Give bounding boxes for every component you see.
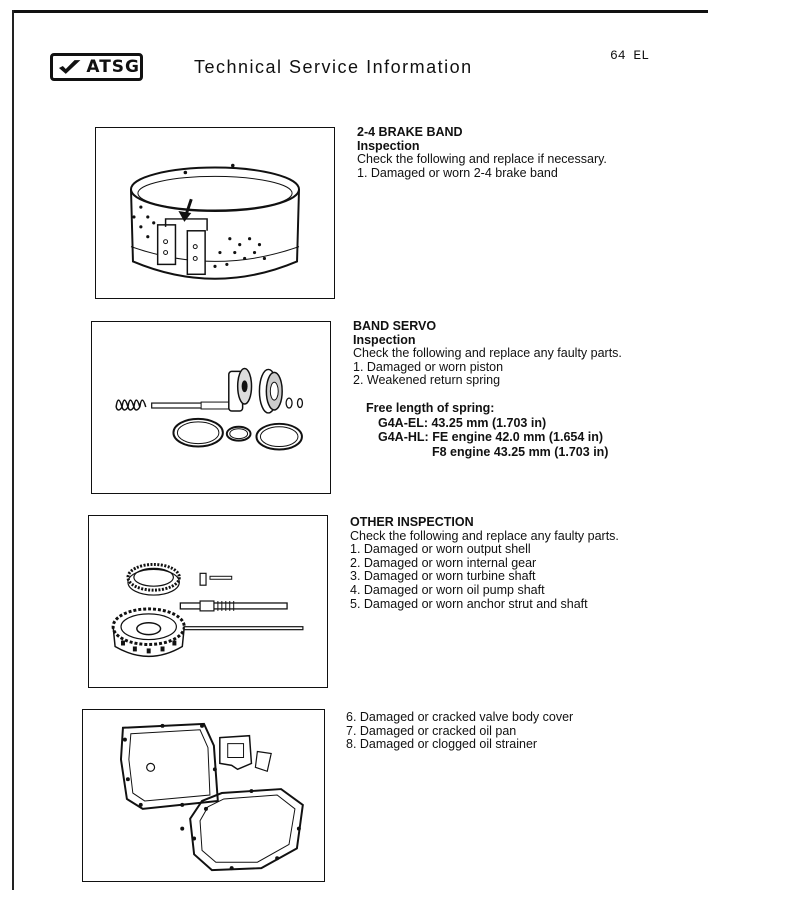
spec-line-el [366,416,608,431]
spring-spec [366,401,608,459]
page-title: Technical Service Information [194,57,473,77]
list-item: 1. Damaged or worn output shell [350,542,531,557]
list-item: 6. Damaged or cracked valve body cover [346,710,574,724]
brake-band-figure [95,127,335,299]
spec-value: F8 engine 43.25 mm (1.703 in) [432,444,609,459]
oil-pan-figure [82,709,325,882]
section-intro: Check the following and replace any faulty parts. [350,528,619,543]
section-brake-band [357,126,607,180]
list-item: 4. Damaged or worn oil pump shaft [350,582,545,597]
logo-text: ATSG [86,57,140,77]
section-subtitle: Inspection [357,138,420,153]
spec-value: 43.25 mm (1.703 in) [431,415,547,430]
list-item: 7. Damaged or cracked oil pan [346,723,517,738]
spec-line-hl [366,430,608,445]
spec-label: G4A-EL: [378,415,428,430]
spec-heading: Free length of spring: [366,401,495,415]
left-margin-rule [12,10,14,890]
checkmark-icon [57,58,82,76]
top-rule [12,10,708,13]
section-band-servo [353,320,622,388]
section-title: BAND SERVO [353,319,437,333]
spec-value: FE engine 42.0 mm (1.654 in) [432,430,604,444]
list-item: 3. Damaged or worn turbine shaft [350,569,536,584]
section-subtitle: Inspection [353,332,416,347]
list-item: 5. Damaged or worn anchor strut and shaft [350,596,588,611]
list-item: 1. Damaged or worn piston [353,359,504,374]
spec-label: G4A-HL: [378,430,429,444]
page-code: 64 EL [610,48,650,63]
list-item: 1. Damaged or worn 2-4 brake band [357,165,558,180]
section-title: 2-4 BRAKE BAND [357,125,463,139]
section-other-inspection [350,516,619,611]
band-servo-figure [91,321,331,494]
list-item: 8. Damaged or clogged oil strainer [346,737,538,752]
section-title: OTHER INSPECTION [350,515,474,529]
list-item: 2. Weakened return spring [353,373,501,388]
atsg-logo [50,53,143,81]
other-inspection-figure [88,515,328,688]
spec-line-f8 [366,445,608,460]
section-additional-items [346,711,573,752]
section-intro: Check the following and replace if necessary. [357,152,607,167]
list-item: 2. Damaged or worn internal gear [350,555,537,570]
section-intro: Check the following and replace any faulty parts. [353,346,622,361]
